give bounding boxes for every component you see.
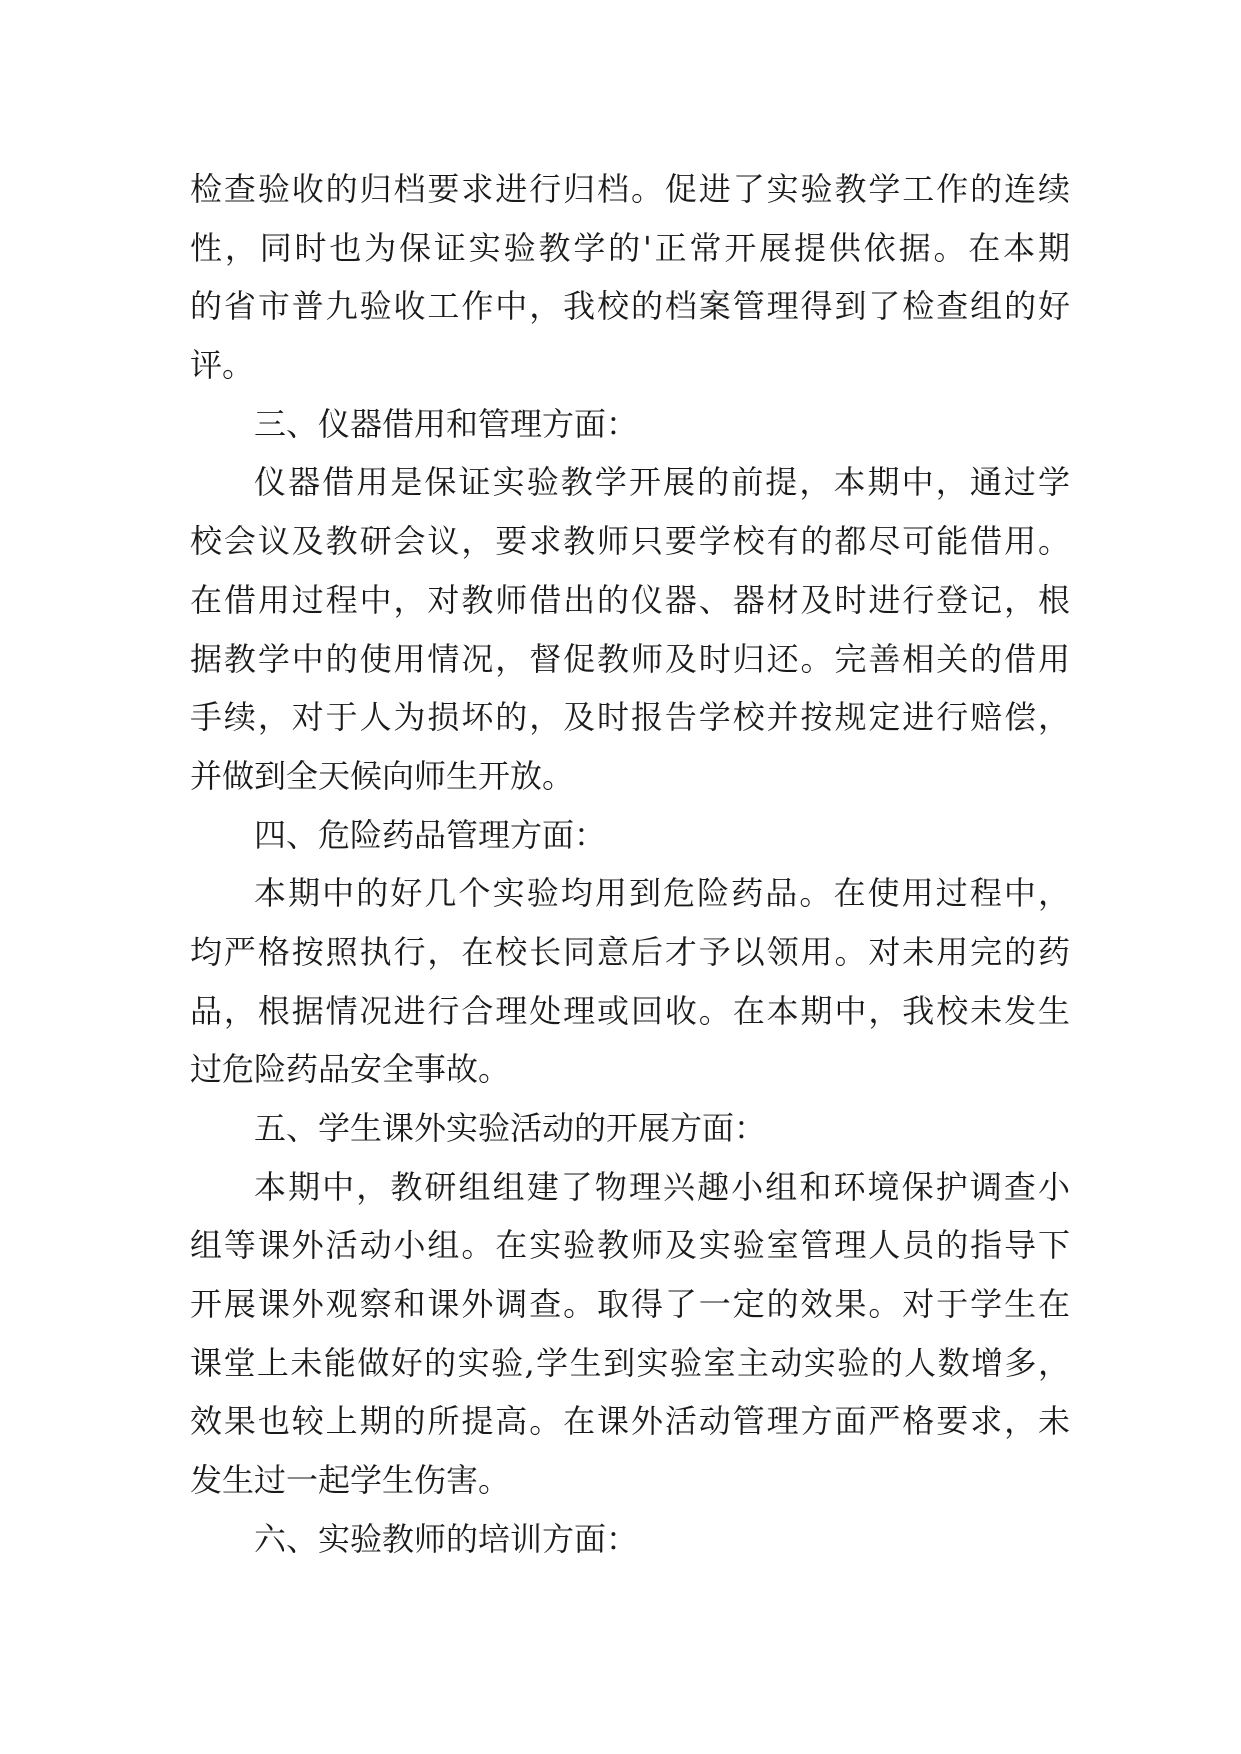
text-line: 过危险药品安全事故。 [190,1050,511,1089]
text-line: 发生过一起学生伤害。 [190,1461,511,1500]
text-line: 课堂上未能做好的实验,学生到实验室主动实验的人数增多， [190,1343,1070,1382]
text-line: 并做到全天候向师生开放。 [190,756,575,795]
text-line: 组等课外活动小组。在实验教师及实验室管理人员的指导下 [190,1226,1070,1265]
text-line: 评。 [190,346,255,385]
text-line: 检查验收的归档要求进行归档。促进了实验教学工作的连续 [190,170,1070,208]
section-heading: 四、危险药品管理方面： [254,815,607,854]
text-line: 品，根据情况进行合理处理或回收。在本期中，我校未发生 [190,991,1070,1030]
text-line: 据教学中的使用情况，督促教师及时归还。完善相关的借用 [190,639,1070,678]
section-heading: 三、仪器借用和管理方面： [254,404,639,443]
text-line: 性，同时也为保证实验教学的'正常开展提供依据。在本期 [190,228,1070,267]
text-line: 在借用过程中，对教师借出的仪器、器材及时进行登记，根 [190,580,1070,619]
text-line: 效果也较上期的所提高。在课外活动管理方面严格要求，未 [190,1402,1070,1441]
text-line: 均严格按照执行，在校长同意后才予以领用。对未用完的药 [190,932,1070,971]
text-line: 开展课外观察和课外调查。取得了一定的效果。对于学生在 [190,1285,1070,1324]
text-line: 本期中的好几个实验均用到危险药品。在使用过程中， [254,874,1070,913]
text-line: 仪器借用是保证实验教学开展的前提，本期中，通过学 [254,463,1070,502]
text-line: 本期中，教研组组建了物理兴趣小组和环境保护调查小 [254,1167,1070,1206]
section-heading: 六、实验教师的培训方面： [254,1519,639,1558]
section-heading: 五、学生课外实验活动的开展方面： [254,1109,767,1147]
text-line: 手续，对于人为损坏的，及时报告学校并按规定进行赔偿， [190,698,1070,737]
text-line: 的省市普九验收工作中，我校的档案管理得到了检查组的好 [190,287,1070,326]
document-body [190,160,1070,1569]
text-line: 校会议及教研会议，要求教师只要学校有的都尽可能借用。 [190,522,1070,561]
